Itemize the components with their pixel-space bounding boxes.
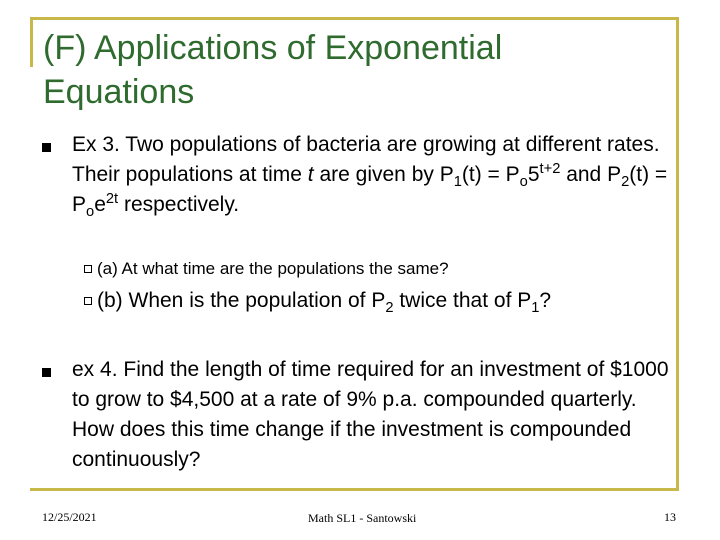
- sub-bullet-a: [84, 265, 92, 273]
- ex3-exp1: t+2: [539, 161, 561, 177]
- question-b: [97, 287, 551, 315]
- ex3-and-p: and P: [560, 163, 622, 186]
- ex3-sub1: 1: [453, 174, 462, 191]
- title-line-2: Equations: [43, 73, 195, 111]
- qb-sub1: 1: [531, 300, 540, 317]
- qb-pre: (b) When is the population of P: [97, 289, 386, 312]
- bullet-ex3: [42, 143, 51, 152]
- ex3-sub2: 2: [621, 174, 630, 191]
- ex3-paragraph: [72, 130, 682, 220]
- ex4-paragraph: ex 4. Find the length of time required for an investment of $1000 to grow to $4,500 at a rate of 9% p.a. compounded quarterly. How does this time change if the investment is compounded continuously?: [72, 358, 669, 471]
- slide-title: [43, 26, 502, 114]
- footer-date: 12/25/2021: [42, 510, 97, 524]
- ex3-t-var: t: [307, 163, 314, 186]
- ex3-base5: 5: [527, 163, 540, 186]
- footer-page-number: 13: [664, 510, 676, 524]
- ex3-eq2: (t) = P: [72, 163, 668, 216]
- frame-top-border: [30, 17, 679, 20]
- ex3-given: are given by P: [313, 163, 454, 186]
- qb-sub2: 2: [385, 300, 394, 317]
- ex3-sub-o2: o: [86, 204, 95, 221]
- title-line-1: (F) Applications of Exponential: [43, 29, 503, 67]
- ex3-sub-o: o: [519, 174, 528, 191]
- sub-bullet-b: [84, 297, 92, 305]
- frame-left-border: [30, 17, 33, 67]
- bullet-ex4: [42, 368, 51, 377]
- ex3-exp2: 2t: [105, 191, 119, 207]
- ex3-eq1: (t) = P: [461, 163, 520, 186]
- question-a: (a) At what time are the populations the same?: [97, 259, 449, 278]
- frame-bottom-border: [30, 488, 679, 491]
- ex3-intro: Ex 3. Two populations of bacteria are growing at different rates. Their populations at time: [72, 133, 660, 186]
- ex3-e: e: [94, 193, 106, 216]
- ex3-end: respectively.: [118, 193, 240, 216]
- qb-mid: twice that of P: [393, 289, 532, 312]
- footer-center: Math SL1 - Santowski: [308, 511, 417, 525]
- qb-end: ?: [539, 289, 552, 312]
